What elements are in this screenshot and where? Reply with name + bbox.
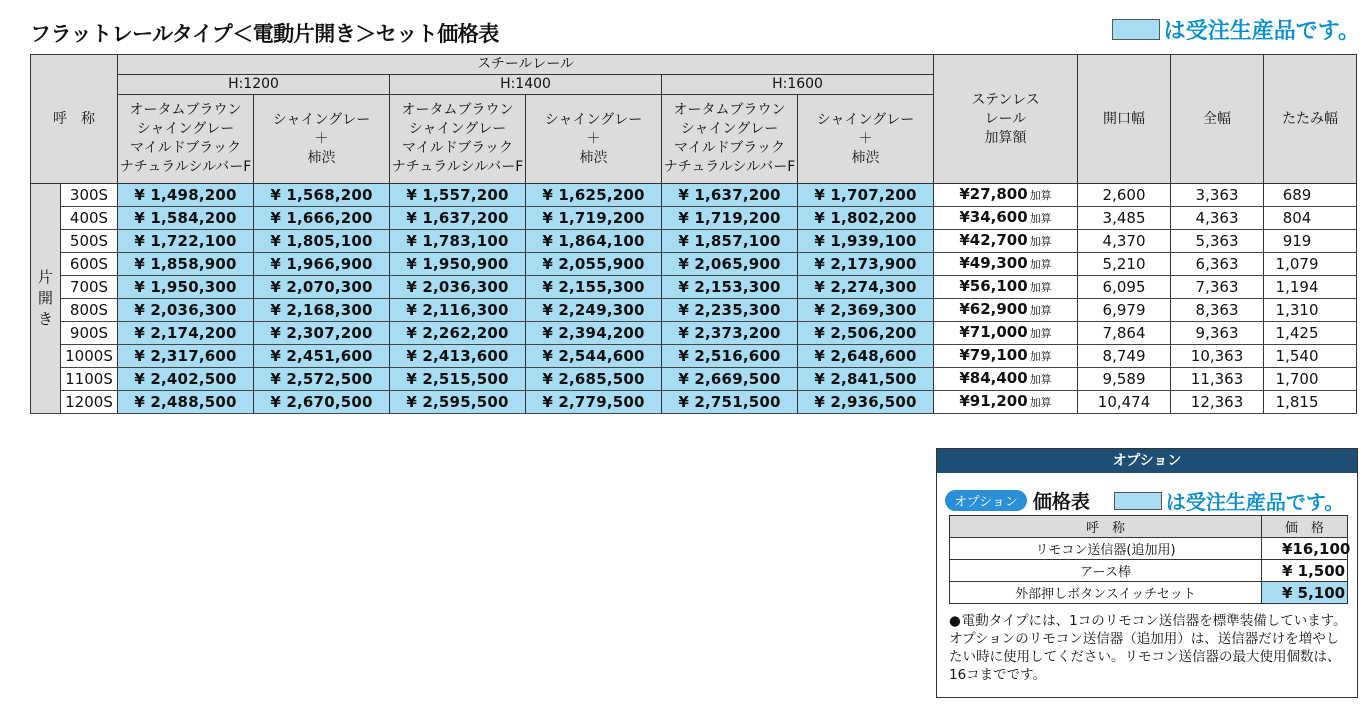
- opening-width-cell: 4,370: [1078, 230, 1171, 253]
- options-name-header: 呼 称: [950, 516, 1262, 538]
- folded-width-cell: 919: [1264, 230, 1357, 253]
- price-cell: ¥ 2,055,900: [526, 253, 662, 276]
- price-cell: ¥ 1,939,100: [798, 230, 934, 253]
- opening-width-cell: 6,095: [1078, 276, 1171, 299]
- side-label-char: き: [37, 310, 53, 328]
- price-cell: ¥ 2,065,900: [662, 253, 798, 276]
- price-cell: ¥ 2,155,300: [526, 276, 662, 299]
- color-name: 柿渋: [307, 149, 336, 166]
- color-name: オータムブラウン: [401, 102, 514, 118]
- name-header: 呼 称: [31, 55, 118, 184]
- folded-width-cell: 1,425: [1264, 322, 1357, 345]
- price-cell: ¥ 1,719,200: [662, 207, 798, 230]
- opening-width-header: 開口幅: [1078, 55, 1171, 184]
- stainless-add-cell: [934, 391, 1078, 414]
- opening-width-cell: 5,210: [1078, 253, 1171, 276]
- options-table: [949, 515, 1351, 604]
- color-name: シャイングレー: [680, 121, 779, 137]
- price-cell: ¥ 2,153,300: [662, 276, 798, 299]
- folded-width-cell: 804: [1264, 207, 1357, 230]
- opening-width-cell: 3,485: [1078, 207, 1171, 230]
- add-suffix: 加算: [1029, 189, 1052, 202]
- price-cell: ¥ 2,373,200: [662, 322, 798, 345]
- legend-swatch: [1112, 19, 1160, 40]
- size-cell: 300S: [61, 184, 118, 207]
- height-1400-header: H:1400: [390, 75, 662, 95]
- price-cell: ¥ 2,488,500: [118, 391, 254, 414]
- add-suffix: 加算: [1029, 304, 1052, 317]
- stainless-add-value: ¥79,100: [959, 346, 1028, 364]
- folded-width-cell: 1,815: [1264, 391, 1357, 414]
- color-name: 柿渋: [851, 149, 880, 166]
- color-name: シャイングレー: [544, 111, 643, 128]
- stainless-add-value: ¥34,600: [959, 208, 1028, 226]
- side-label: [31, 184, 61, 414]
- options-band: オプション: [937, 449, 1357, 473]
- size-cell: 900S: [61, 322, 118, 345]
- color-name: シャイングレー: [136, 121, 235, 137]
- stainless-add-cell: [934, 368, 1078, 391]
- price-cell: ¥ 1,783,100: [390, 230, 526, 253]
- price-cell: ¥ 2,116,300: [390, 299, 526, 322]
- color-group-1-header: [390, 95, 526, 184]
- full-width-cell: 8,363: [1171, 299, 1264, 322]
- size-cell: 600S: [61, 253, 118, 276]
- option-name: アース棒: [950, 560, 1262, 582]
- opening-width-cell: 7,864: [1078, 322, 1171, 345]
- size-cell: 800S: [61, 299, 118, 322]
- add-suffix: 加算: [1029, 350, 1052, 363]
- option-row: [950, 582, 1348, 604]
- color-name: ナチュラルシルバーF: [391, 159, 524, 175]
- price-cell: ¥ 2,841,500: [798, 368, 934, 391]
- folded-width-cell: 1,079: [1264, 253, 1357, 276]
- option-name: 外部押しボタンスイッチセット: [950, 582, 1262, 604]
- note-text: 電動タイプには、1コのリモコン送信器を標準装備しています。オプションのリモコン送信器（追加用）は、送信器だけを増やしたい時に使用してください。リモコン送信器の最大使用個数は、16コまでです。: [949, 613, 1347, 683]
- stainless-add-cell: [934, 345, 1078, 368]
- price-cell: ¥ 1,802,200: [798, 207, 934, 230]
- add-suffix: 加算: [1029, 373, 1052, 386]
- stainless-header: ステンレス レール 加算額: [934, 55, 1078, 184]
- color-group-2-header: [526, 95, 662, 184]
- options-legend-text: は受注生産品です。: [1165, 490, 1345, 514]
- color-name: シャイングレー: [816, 111, 915, 128]
- opening-width-cell: 10,474: [1078, 391, 1171, 414]
- price-cell: ¥ 2,506,200: [798, 322, 934, 345]
- price-cell: ¥ 2,070,300: [254, 276, 390, 299]
- stainless-add-value: ¥27,800: [959, 185, 1028, 203]
- color-name: ナチュラルシルバーF: [119, 159, 252, 175]
- table-row: [31, 368, 1357, 391]
- color-name: ＋: [314, 130, 329, 147]
- color-name: オータムブラウン: [673, 102, 786, 118]
- add-suffix: 加算: [1029, 235, 1052, 248]
- opening-width-cell: 6,979: [1078, 299, 1171, 322]
- price-cell: ¥ 1,864,100: [526, 230, 662, 253]
- price-cell: ¥ 1,950,900: [390, 253, 526, 276]
- stainless-add-cell: [934, 230, 1078, 253]
- price-cell: ¥ 2,936,500: [798, 391, 934, 414]
- full-width-header: 全幅: [1171, 55, 1264, 184]
- option-row: [950, 560, 1348, 582]
- folded-width-cell: 1,310: [1264, 299, 1357, 322]
- size-cell: 500S: [61, 230, 118, 253]
- color-group-2-header: [798, 95, 934, 184]
- price-cell: ¥ 2,174,200: [118, 322, 254, 345]
- table-row: [31, 276, 1357, 299]
- color-name: 柿渋: [579, 149, 608, 166]
- color-name: オータムブラウン: [129, 102, 242, 118]
- price-cell: ¥ 1,805,100: [254, 230, 390, 253]
- price-cell: ¥ 2,394,200: [526, 322, 662, 345]
- size-cell: 400S: [61, 207, 118, 230]
- side-label-char: 片: [37, 268, 53, 286]
- stainless-add-value: ¥62,900: [959, 300, 1028, 318]
- full-width-cell: 5,363: [1171, 230, 1264, 253]
- size-cell: 1000S: [61, 345, 118, 368]
- add-suffix: 加算: [1029, 396, 1052, 409]
- opening-width-cell: 8,749: [1078, 345, 1171, 368]
- price-cell: ¥ 2,317,600: [118, 345, 254, 368]
- price-cell: ¥ 2,307,200: [254, 322, 390, 345]
- stainless-add-value: ¥42,700: [959, 231, 1028, 249]
- price-cell: ¥ 2,262,200: [390, 322, 526, 345]
- price-cell: ¥ 2,751,500: [662, 391, 798, 414]
- price-cell: ¥ 2,685,500: [526, 368, 662, 391]
- steel-rail-header: スチールレール: [118, 55, 934, 75]
- price-cell: ¥ 1,557,200: [390, 184, 526, 207]
- note-bullet: ●: [949, 613, 961, 629]
- price-table: [30, 54, 1357, 414]
- stainless-add-cell: [934, 184, 1078, 207]
- add-suffix: 加算: [1029, 212, 1052, 225]
- price-cell: ¥ 1,858,900: [118, 253, 254, 276]
- folded-width-cell: 689: [1264, 184, 1357, 207]
- option-row: [950, 538, 1348, 560]
- folded-width-cell: 1,700: [1264, 368, 1357, 391]
- full-width-cell: 4,363: [1171, 207, 1264, 230]
- price-cell: ¥ 2,036,300: [390, 276, 526, 299]
- side-label-char: 開: [37, 289, 53, 307]
- table-row: [31, 184, 1357, 207]
- price-cell: ¥ 2,369,300: [798, 299, 934, 322]
- price-cell: ¥ 2,670,500: [254, 391, 390, 414]
- stainless-add-cell: [934, 276, 1078, 299]
- legend-text: は受注生産品です。: [1163, 19, 1360, 44]
- color-name: マイルドブラック: [129, 140, 242, 156]
- height-1200-header: H:1200: [118, 75, 390, 95]
- price-cell: ¥ 2,544,600: [526, 345, 662, 368]
- stainless-add-value: ¥71,000: [959, 323, 1028, 341]
- stainless-add-cell: [934, 207, 1078, 230]
- price-cell: ¥ 2,413,600: [390, 345, 526, 368]
- color-name: ＋: [586, 130, 601, 147]
- color-group-1-header: [662, 95, 798, 184]
- price-cell: ¥ 2,779,500: [526, 391, 662, 414]
- opening-width-cell: 2,600: [1078, 184, 1171, 207]
- full-width-cell: 6,363: [1171, 253, 1264, 276]
- table-row: [31, 230, 1357, 253]
- add-suffix: 加算: [1029, 258, 1052, 271]
- price-cell: ¥ 1,707,200: [798, 184, 934, 207]
- price-cell: ¥ 1,637,200: [390, 207, 526, 230]
- add-suffix: 加算: [1029, 281, 1052, 294]
- color-name: ナチュラルシルバーF: [663, 159, 796, 175]
- folded-width-cell: 1,194: [1264, 276, 1357, 299]
- price-cell: ¥ 2,274,300: [798, 276, 934, 299]
- price-cell: ¥ 1,950,300: [118, 276, 254, 299]
- price-cell: ¥ 2,249,300: [526, 299, 662, 322]
- price-cell: ¥ 2,235,300: [662, 299, 798, 322]
- price-cell: ¥ 2,451,600: [254, 345, 390, 368]
- price-cell: ¥ 1,857,100: [662, 230, 798, 253]
- price-cell: ¥ 2,036,300: [118, 299, 254, 322]
- color-group-2-header: [254, 95, 390, 184]
- full-width-cell: 9,363: [1171, 322, 1264, 345]
- option-price: ¥16,100: [1262, 538, 1348, 560]
- price-cell: ¥ 2,516,600: [662, 345, 798, 368]
- table-row: [31, 207, 1357, 230]
- options-price-header: 価 格: [1262, 516, 1348, 538]
- opening-width-cell: 9,589: [1078, 368, 1171, 391]
- full-width-cell: 11,363: [1171, 368, 1264, 391]
- price-cell: ¥ 1,722,100: [118, 230, 254, 253]
- made-to-order-legend: [1112, 14, 1360, 45]
- price-cell: ¥ 1,719,200: [526, 207, 662, 230]
- size-cell: 1100S: [61, 368, 118, 391]
- stainless-add-value: ¥91,200: [959, 392, 1028, 410]
- add-suffix: 加算: [1029, 327, 1052, 340]
- option-price: ¥ 1,500: [1262, 560, 1348, 582]
- price-cell: ¥ 2,648,600: [798, 345, 934, 368]
- price-cell: ¥ 1,498,200: [118, 184, 254, 207]
- price-cell: ¥ 1,625,200: [526, 184, 662, 207]
- stainless-add-value: ¥49,300: [959, 254, 1028, 272]
- price-cell: ¥ 2,669,500: [662, 368, 798, 391]
- table-row: [31, 345, 1357, 368]
- height-1600-header: H:1600: [662, 75, 934, 95]
- full-width-cell: 3,363: [1171, 184, 1264, 207]
- price-cell: ¥ 2,595,500: [390, 391, 526, 414]
- table-row: [31, 253, 1357, 276]
- full-width-cell: 7,363: [1171, 276, 1264, 299]
- table-row: [31, 299, 1357, 322]
- color-name: シャイングレー: [408, 121, 507, 137]
- options-title: 価格表: [1032, 491, 1090, 513]
- price-cell: ¥ 1,568,200: [254, 184, 390, 207]
- color-name: シャイングレー: [272, 111, 371, 128]
- price-cell: ¥ 2,168,300: [254, 299, 390, 322]
- price-cell: ¥ 2,572,500: [254, 368, 390, 391]
- price-cell: ¥ 1,637,200: [662, 184, 798, 207]
- table-row: [31, 391, 1357, 414]
- price-cell: ¥ 2,515,500: [390, 368, 526, 391]
- full-width-cell: 10,363: [1171, 345, 1264, 368]
- price-cell: ¥ 2,402,500: [118, 368, 254, 391]
- color-group-1-header: [118, 95, 254, 184]
- options-note: [949, 612, 1349, 684]
- stainless-add-cell: [934, 299, 1078, 322]
- option-price: ¥ 5,100: [1262, 582, 1348, 604]
- legend-swatch: [1114, 492, 1162, 510]
- stainless-add-value: ¥56,100: [959, 277, 1028, 295]
- color-name: マイルドブラック: [401, 140, 514, 156]
- full-width-cell: 12,363: [1171, 391, 1264, 414]
- stainless-add-cell: [934, 322, 1078, 345]
- size-cell: 700S: [61, 276, 118, 299]
- options-pill: オプション: [945, 490, 1027, 511]
- size-cell: 1200S: [61, 391, 118, 414]
- page-title: フラットレールタイプ＜電動片開き＞セット価格表: [30, 22, 499, 46]
- options-panel: [936, 448, 1358, 698]
- options-header: [945, 486, 1344, 515]
- folded-width-header: たたみ幅: [1264, 55, 1357, 184]
- price-cell: ¥ 2,173,900: [798, 253, 934, 276]
- price-cell: ¥ 1,966,900: [254, 253, 390, 276]
- folded-width-cell: 1,540: [1264, 345, 1357, 368]
- stainless-add-value: ¥84,400: [959, 369, 1028, 387]
- price-cell: ¥ 1,666,200: [254, 207, 390, 230]
- color-name: マイルドブラック: [673, 140, 786, 156]
- option-name: リモコン送信器(追加用): [950, 538, 1262, 560]
- color-name: ＋: [858, 130, 873, 147]
- table-row: [31, 322, 1357, 345]
- stainless-add-cell: [934, 253, 1078, 276]
- price-cell: ¥ 1,584,200: [118, 207, 254, 230]
